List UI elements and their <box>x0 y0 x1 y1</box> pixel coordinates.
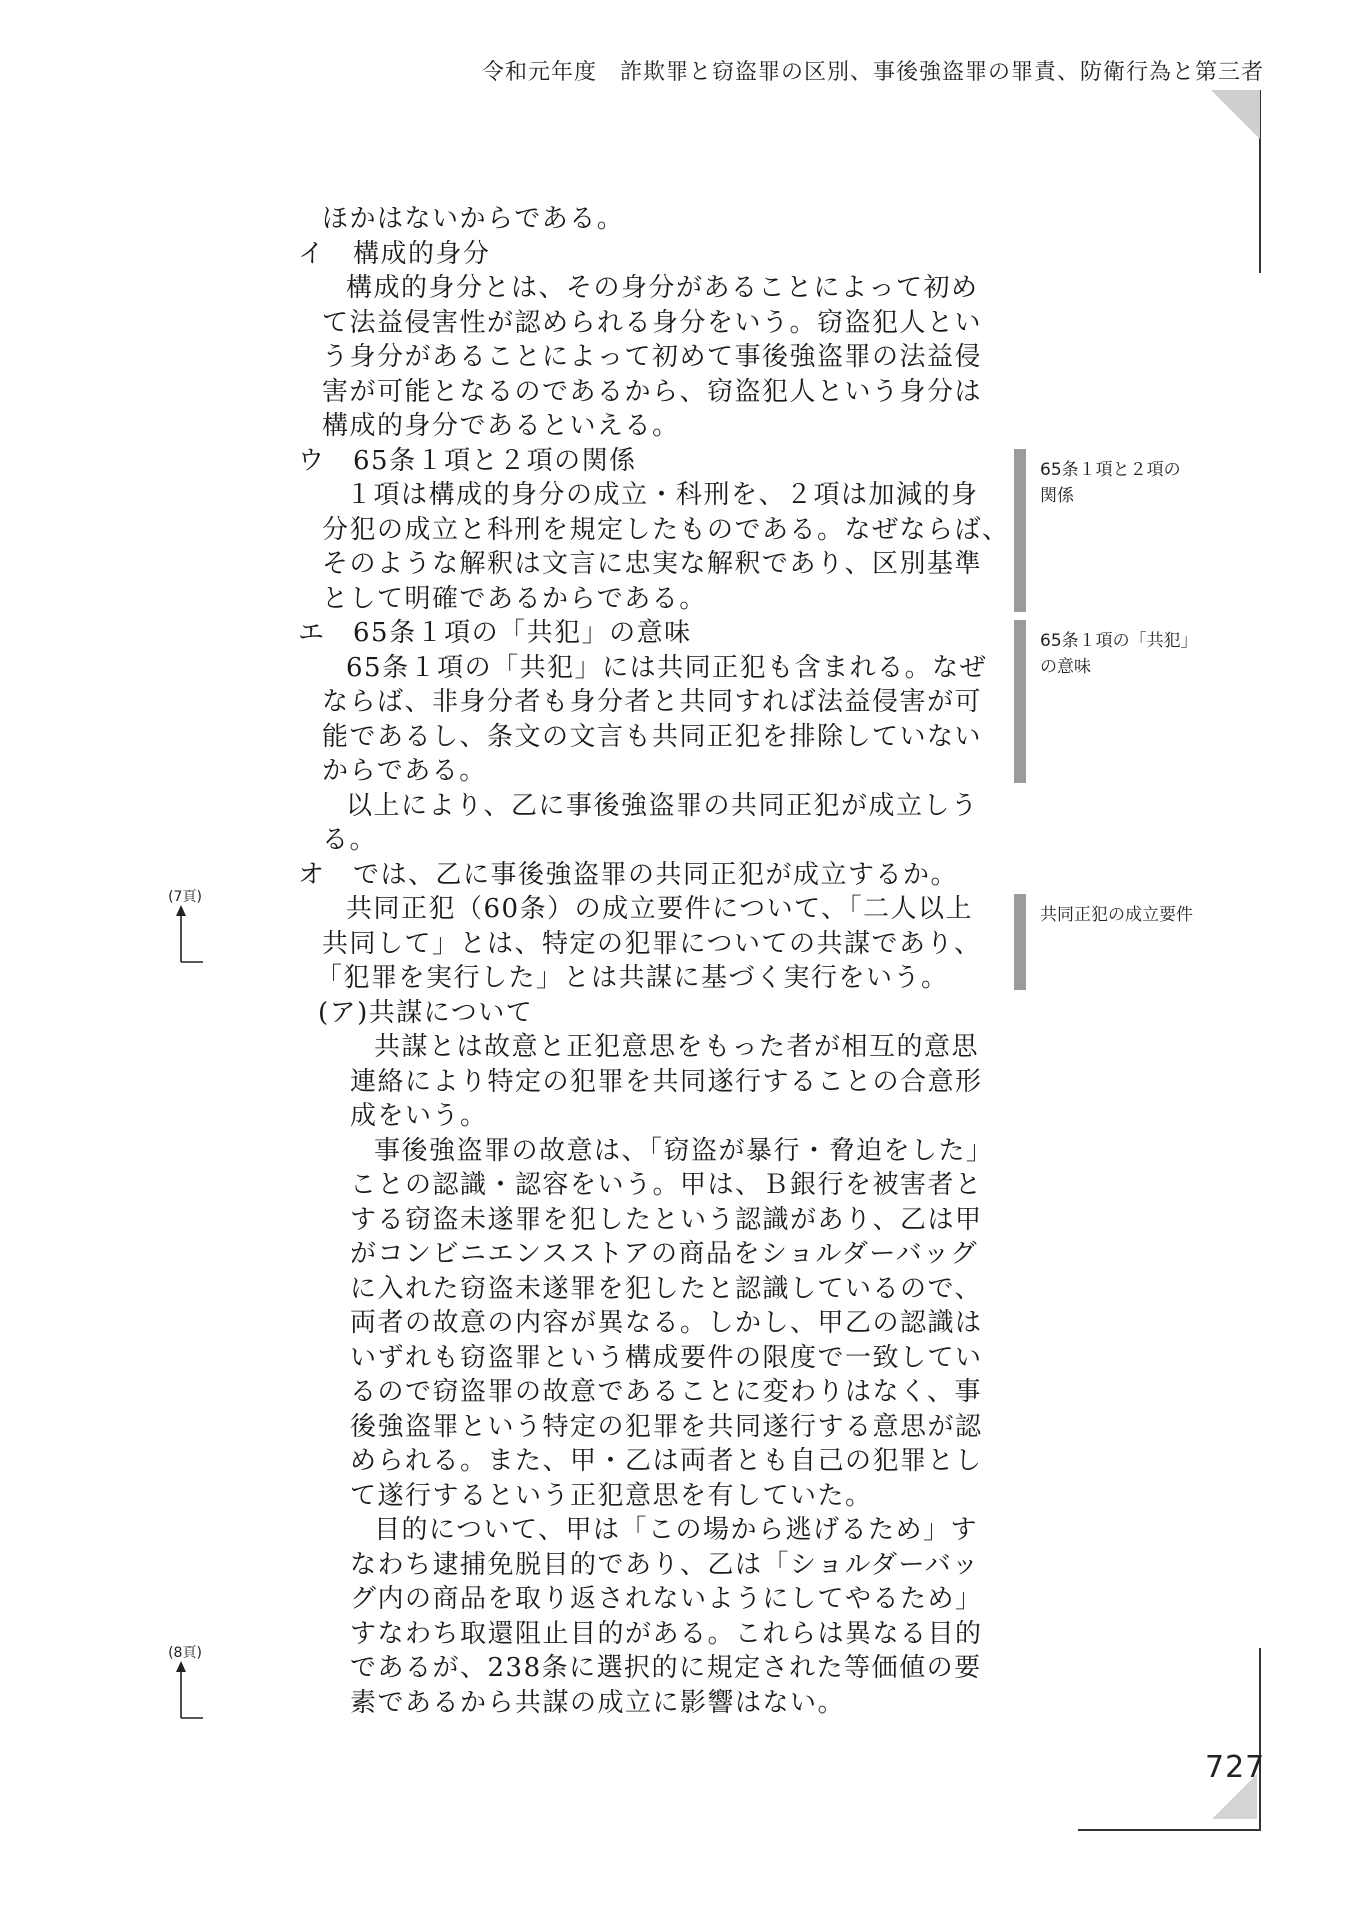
margin-note-bar <box>1014 620 1026 783</box>
body-line: すなわち取還阻止目的がある。これらは異なる目的 <box>350 1619 983 1649</box>
page-ref-label: (7頁) <box>168 889 202 905</box>
body-line: 構成的身分であるといえる。 <box>322 411 680 441</box>
body-line: １項は構成的身分の成立・科刑を、２項は加減的身 <box>346 480 979 510</box>
body-line: がコンビニエンスストアの商品をショルダーバッグ <box>350 1239 979 1269</box>
bottom-rule <box>1078 1829 1261 1831</box>
body-line: 能であるし、条文の文言も共同正犯を排除していない <box>322 722 983 752</box>
body-line: 構成的身分とは、その身分があることによって初め <box>346 273 979 303</box>
body-line: められる。また、甲・乙は両者とも自己の犯罪とし <box>350 1446 983 1476</box>
body-line: であるが、238条に選択的に規定された等価値の要 <box>350 1653 982 1683</box>
body-line: ことの認識・認容をいう。甲は、Ｂ銀行を被害者と <box>350 1170 983 1200</box>
body-line: に入れた窃盗未遂罪を犯したと認識しているので、 <box>350 1274 982 1304</box>
page-ref-label: (8頁) <box>168 1645 202 1661</box>
body-line: グ内の商品を取り返されないようにしてやるため」 <box>350 1584 983 1614</box>
body-line: 分犯の成立と科刑を規定したものである。なぜならば、 <box>322 515 1010 545</box>
margin-note-bar <box>1014 449 1026 612</box>
margin-note-text: 共同正犯の成立要件 <box>1040 905 1193 925</box>
body-line: て遂行するという正犯意思を有していた。 <box>350 1481 873 1511</box>
margin-note-bar <box>1014 894 1026 990</box>
body-line: する窃盗未遂罪を犯したという認識があり、乙は甲 <box>350 1205 983 1235</box>
body-line: として明確であるからである。 <box>322 584 707 614</box>
body-line: て法益侵害性が認められる身分をいう。窃盗犯人とい <box>322 308 983 338</box>
section-heading: ウ 65条１項と２項の関係 <box>298 446 637 476</box>
page-number: 727 <box>1205 1750 1266 1785</box>
body-line: 共同正犯（60条）の成立要件について、「二人以上 <box>346 894 974 924</box>
body-line: 事後強盗罪の故意は、「窃盗が暴行・脅迫をした」 <box>374 1136 994 1166</box>
page-reference <box>155 1642 215 1722</box>
body-line: 害が可能となるのであるから、窃盗犯人という身分は <box>322 377 983 407</box>
body-line: からである。 <box>322 756 487 786</box>
body-line: 65条１項の「共犯」には共同正犯も含まれる。なぜ <box>346 653 988 683</box>
up-arrow-icon <box>175 902 205 964</box>
body-line: なわち逮捕免脱目的であり、乙は「ショルダーバッ <box>350 1550 980 1580</box>
section-heading: イ 構成的身分 <box>298 239 491 269</box>
body-line: 共同して」とは、特定の犯罪についての共謀であり、 <box>322 929 982 959</box>
margin-note-text: 65条１項と２項の 関係 <box>1040 460 1181 506</box>
body-line: そのような解釈は文言に忠実な解釈であり、区別基準 <box>322 549 983 579</box>
running-header: 令和元年度 詐欺罪と窃盗罪の区別、事後強盗罪の罪責、防衛行為と第三者 <box>481 60 1264 85</box>
body-line: 素であるから共謀の成立に影響はない。 <box>350 1688 846 1718</box>
page-reference <box>155 886 215 966</box>
body-line: 両者の故意の内容が異なる。しかし、甲乙の認識は <box>350 1308 983 1338</box>
up-arrow-icon <box>175 1658 205 1720</box>
body-line: 連絡により特定の犯罪を共同遂行することの合意形 <box>350 1067 983 1097</box>
body-line: る。 <box>322 825 378 855</box>
body-line: るので窃盗罪の故意であることに変わりはなく、事 <box>350 1377 982 1407</box>
body-line: う身分があることによって初めて事後強盗罪の法益侵 <box>322 342 983 372</box>
body-line: いずれも窃盗罪という構成要件の限度で一致してい <box>350 1343 983 1373</box>
body-line: 以上により、乙に事後強盗罪の共同正犯が成立しう <box>346 791 979 821</box>
subsection-heading: (ア)共謀について <box>318 998 534 1028</box>
body-line: 共謀とは故意と正犯意思をもった者が相互的意思 <box>374 1032 980 1062</box>
body-line: ならば、非身分者も身分者と共同すれば法益侵害が可 <box>322 687 983 717</box>
body-line: 成をいう。 <box>350 1101 488 1131</box>
top-corner-mark <box>1211 90 1260 139</box>
margin-note-text: 65条１項の「共犯」 の意味 <box>1040 631 1198 677</box>
body-line: 目的について、甲は「この場から逃げるため」す <box>374 1515 978 1545</box>
body-line: 後強盗罪という特定の犯罪を共同遂行する意思が認 <box>350 1412 983 1442</box>
body-line: ほかはないからである。 <box>322 204 625 234</box>
section-heading: エ 65条１項の「共犯」の意味 <box>298 618 692 648</box>
body-line: 「犯罪を実行した」とは共謀に基づく実行をいう。 <box>316 963 949 993</box>
section-heading: オ では、乙に事後強盗罪の共同正犯が成立するか。 <box>298 860 959 890</box>
bottom-right-rule <box>1259 1648 1261 1830</box>
